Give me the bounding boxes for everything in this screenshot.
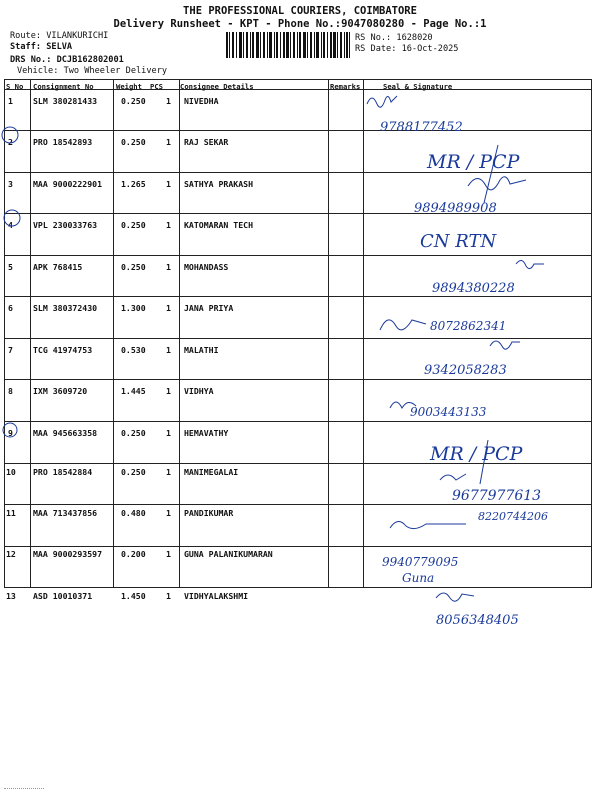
consignment-no: PRO 18542893 — [33, 137, 93, 147]
weight: 0.250 — [121, 220, 146, 230]
weight: 0.530 — [121, 345, 146, 355]
consignee: MANIMEGALAI — [184, 467, 239, 477]
pcs: 1 — [166, 428, 171, 438]
handwritten-phone: 9894380228 — [432, 281, 515, 296]
pcs: 1 — [166, 262, 171, 272]
handwritten-phone: 9940779095 — [382, 555, 459, 569]
vehicle-label: Vehicle: Two Wheeler Delivery — [17, 66, 168, 76]
staff-label: Staff: SELVA — [10, 42, 73, 52]
weight: 1.450 — [121, 591, 146, 601]
weight: 0.250 — [121, 467, 146, 477]
sno: 5 — [8, 262, 13, 272]
consignment-no: SLM 380372430 — [33, 303, 98, 313]
runsheet-subtitle: Delivery Runsheet - KPT - Phone No.:9047080280 - Page No.:1 — [113, 18, 487, 30]
handwritten-phone: 8220744206 — [478, 510, 548, 523]
pcs: 1 — [166, 179, 171, 189]
footer-mark — [4, 788, 44, 795]
consignee: RAJ SEKAR — [184, 137, 229, 147]
consignment-no: MAA 9000293597 — [33, 549, 103, 559]
handwritten-phone: 8072862341 — [430, 319, 507, 333]
sno: 3 — [8, 179, 13, 189]
header-weight: Weight — [116, 82, 142, 91]
pcs: 1 — [166, 386, 171, 396]
header-consignee: Consignee Details — [180, 82, 254, 91]
weight: 0.250 — [121, 262, 146, 272]
pcs: 1 — [166, 508, 171, 518]
consignee: VIDHYA — [184, 386, 214, 396]
sno: 8 — [8, 386, 13, 396]
consignee: SATHYA PRAKASH — [184, 179, 254, 189]
handwritten-phone: 9003443133 — [410, 405, 487, 419]
weight: 1.445 — [121, 386, 146, 396]
handwritten-remark: MR / PCP — [430, 443, 523, 465]
consignment-no: VPL 230033763 — [33, 220, 98, 230]
handwritten-phone: 9342058283 — [424, 363, 507, 378]
consignment-no: APK 768415 — [33, 262, 83, 272]
weight: 0.250 — [121, 137, 146, 147]
handwritten-phone: 9677977613 — [452, 488, 542, 504]
consignment-no: TCG 41974753 — [33, 345, 93, 355]
header-consignment: Consignment No — [33, 82, 94, 91]
pcs: 1 — [166, 96, 171, 106]
consignee: JANA PRIYA — [184, 303, 234, 313]
sno: 12 — [6, 549, 16, 559]
header-pcs: PCS — [150, 82, 163, 91]
rs-number: RS No.: 1628020 — [355, 33, 433, 43]
consignment-no: MAA 945663358 — [33, 428, 98, 438]
consignment-no: MAA 9000222901 — [33, 179, 103, 189]
company-title: THE PROFESSIONAL COURIERS, COIMBATORE — [183, 5, 417, 17]
sno: 1 — [8, 96, 13, 106]
handwritten-phone: 9788177452 — [380, 120, 463, 135]
drs-label: DRS No.: DCJB162802001 — [10, 55, 124, 65]
pcs: 1 — [166, 591, 171, 601]
consignment-no: MAA 713437856 — [33, 508, 98, 518]
consignee: MOHANDASS — [184, 262, 229, 272]
sno: 7 — [8, 345, 13, 355]
consignee: HEMAVATHY — [184, 428, 229, 438]
route-label: Route: VILANKURICHI — [10, 31, 109, 41]
handwritten-remark: MR / PCP — [427, 151, 520, 173]
weight: 0.480 — [121, 508, 146, 518]
sno: 6 — [8, 303, 13, 313]
header-sno: S No — [6, 82, 24, 91]
sno: 2 — [8, 137, 13, 147]
pcs: 1 — [166, 549, 171, 559]
sno: 4 — [8, 220, 13, 230]
weight: 0.250 — [121, 428, 146, 438]
sno: 13 — [6, 591, 16, 601]
consignment-no: IXM 3609720 — [33, 386, 88, 396]
sno: 9 — [8, 428, 13, 438]
weight: 1.265 — [121, 179, 146, 189]
pcs: 1 — [166, 345, 171, 355]
handwritten-name: Guna — [402, 571, 435, 585]
consignee: NIVEDHA — [184, 96, 219, 106]
consignment-no: PRO 18542884 — [33, 467, 93, 477]
pcs: 1 — [166, 467, 171, 477]
consignee: VIDHYALAKSHMI — [184, 591, 249, 601]
handwritten-phone: 8056348405 — [436, 613, 519, 628]
consignee: KATOMARAN TECH — [184, 220, 254, 230]
barcode-image — [226, 32, 350, 58]
weight: 1.300 — [121, 303, 146, 313]
handwritten-phone: 9894989908 — [414, 201, 497, 216]
weight: 0.250 — [121, 96, 146, 106]
pcs: 1 — [166, 220, 171, 230]
header-seal: Seal & Signature — [383, 82, 453, 91]
consignee: MALATHI — [184, 345, 219, 355]
handwritten-remark: CN RTN — [420, 231, 497, 252]
consignee: PANDIKUMAR — [184, 508, 234, 518]
pcs: 1 — [166, 303, 171, 313]
weight: 0.200 — [121, 549, 146, 559]
consignment-no: ASD 10010371 — [33, 591, 93, 601]
sno: 11 — [6, 508, 16, 518]
consignment-no: SLM 380281433 — [33, 96, 98, 106]
sno: 10 — [6, 467, 16, 477]
header-remarks: Remarks — [330, 82, 361, 91]
pcs: 1 — [166, 137, 171, 147]
rs-date: RS Date: 16-Oct-2025 — [355, 44, 459, 54]
consignee: GUNA PALANIKUMARAN — [184, 549, 273, 559]
runsheet-table-grid — [4, 79, 592, 600]
